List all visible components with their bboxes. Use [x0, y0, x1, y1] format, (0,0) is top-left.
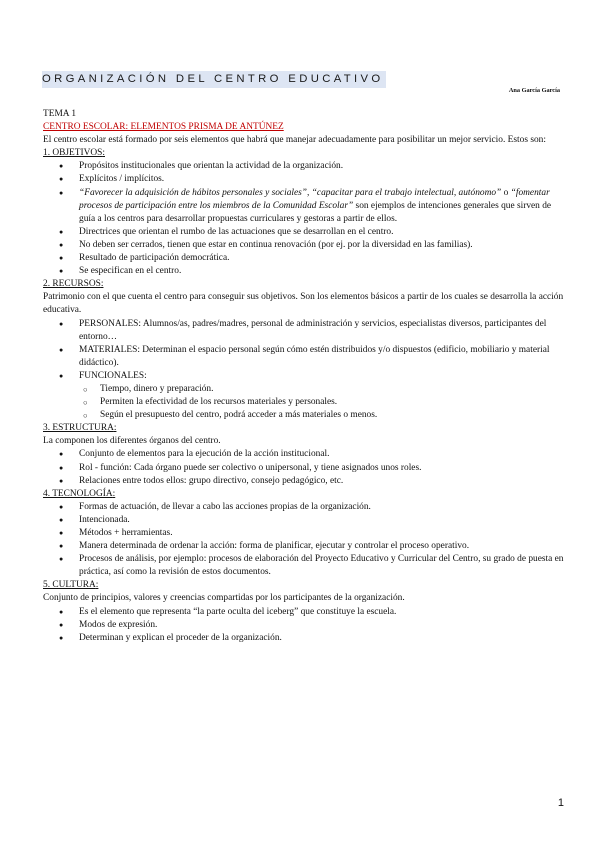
list-item: ● Se especifican en el centro. [43, 265, 568, 278]
page-number: 1 [557, 797, 564, 809]
list-item: ● Es el elemento que representa “la parte oculta del iceberg” que constituye la escuela. [43, 606, 568, 619]
topic-title: CENTRO ESCOLAR: ELEMENTOS PRISMA DE ANTÚNEZ [43, 122, 284, 133]
list-item: ● Formas de actuación, de llevar a cabo las acciones propias de la organización. [43, 501, 568, 514]
sub-list-item: ○ Tiempo, dinero y preparación. [43, 383, 568, 396]
recursos-list [43, 318, 568, 423]
list-item: ● Resultado de participación democrática. [43, 252, 568, 265]
list-item: ● Determinan y explican el proceder de la organización. [43, 632, 568, 645]
section-heading-tecnologia: 4. TECNOLOGÍA: [43, 488, 116, 499]
sub-list-item: ○ Según el presupuesto del centro, podrá acceder a más materiales o menos. [43, 409, 568, 422]
list-item: ● Explícitos / implícitos. [43, 173, 568, 186]
list-item: ● Rol - función: Cada órgano puede ser colectivo o unipersonal, y tiene asignados unos roles. [43, 462, 568, 475]
list-item: ● Relaciones entre todos ellos: grupo directivo, consejo pedagógico, etc. [43, 475, 568, 488]
section-heading-objetivos: 1. OBJETIVOS: [43, 148, 105, 159]
list-item: ● Conjunto de elementos para la ejecución de la acción institucional. [43, 448, 568, 461]
cultura-list [43, 606, 568, 645]
author-name: Ana García García [508, 87, 560, 94]
list-item: ● Métodos + herramientas. [43, 527, 568, 540]
list-item-examples: ● “Favorecer la adquisición de hábitos personales y sociales”, “capacitar para el trabajo intelectual, autónomo” o “fomentar procesos de participación entre los miembros de la Comunidad Escolar” son ejemplos de intenciones generales que sirven de guía a los centros para desarrollar propuestas curriculares y gestoras a partir de ellos. [43, 187, 568, 226]
list-item: ● Manera determinada de ordenar la acción: forma de planificar, ejecutar y controlar el proceso operativo. [43, 540, 568, 553]
section-heading-cultura: 5. CULTURA: [43, 580, 99, 591]
sub-list-item: ○ Permiten la efectividad de los recursos materiales y personales. [43, 396, 568, 409]
list-item: ● Modos de expresión. [43, 619, 568, 632]
recursos-intro: Patrimonio con el que cuenta el centro para conseguir sus objetivos. Son los elementos básicos a partir de los cuales se desarrolla la acción educativa. [43, 292, 564, 316]
cultura-intro: Conjunto de principios, valores y creencias compartidas por los participantes de la organización. [43, 593, 405, 604]
tema-label: TEMA 1 [43, 109, 77, 119]
intro-paragraph: El centro escolar está formado por seis elementos que habrá que manejar adecuadamente para posibilitar un mejor servicio. Estos son: [43, 135, 546, 146]
list-item: ● MATERIALES: Determinan el espacio personal según cómo estén distribuidos y/o dispuestos (edificio, mobiliario y material didáctico). [43, 344, 568, 370]
list-item: ● Intencionada. [43, 514, 568, 527]
estructura-list [43, 448, 568, 487]
list-item: ● Procesos de análisis, por ejemplo: procesos de elaboración del Proyecto Educativo y Curricular del Centro, su grado de puesta en práctica, así como la revisión de estos documentos. [43, 553, 568, 579]
list-item: ● Propósitos institucionales que orientan la actividad de la organización. [43, 160, 568, 173]
quote-participation: “fomentar procesos de participación entre los miembros de la Comunidad Escolar” [79, 187, 550, 211]
quote-examples: “Favorecer la adquisición de hábitos personales y sociales”, “capacitar para el trabajo intelectual, autónomo” [79, 187, 502, 198]
document-title: ORGANIZACIÓN DEL CENTRO EDUCATIVO [42, 71, 386, 88]
list-item: ● No deben ser cerrados, tienen que estar en continua renovación (por ej. por la diversidad en las familias). [43, 239, 568, 252]
document-body [43, 108, 568, 645]
tecnologia-list [43, 501, 568, 580]
list-item: ● FUNCIONALES: [43, 370, 568, 383]
section-heading-estructura: 3. ESTRUCTURA: [43, 423, 117, 434]
estructura-intro: La componen los diferentes órganos del centro. [43, 436, 221, 447]
section-heading-recursos: 2. RECURSOS: [43, 279, 104, 290]
list-item: ● Directrices que orientan el rumbo de las actuaciones que se desarrollan en el centro. [43, 226, 568, 239]
list-item: ● PERSONALES: Alumnos/as, padres/madres, personal de administración y servicios, especialistas diversos, participantes del entorno… [43, 318, 568, 344]
objetivos-list [43, 160, 568, 278]
